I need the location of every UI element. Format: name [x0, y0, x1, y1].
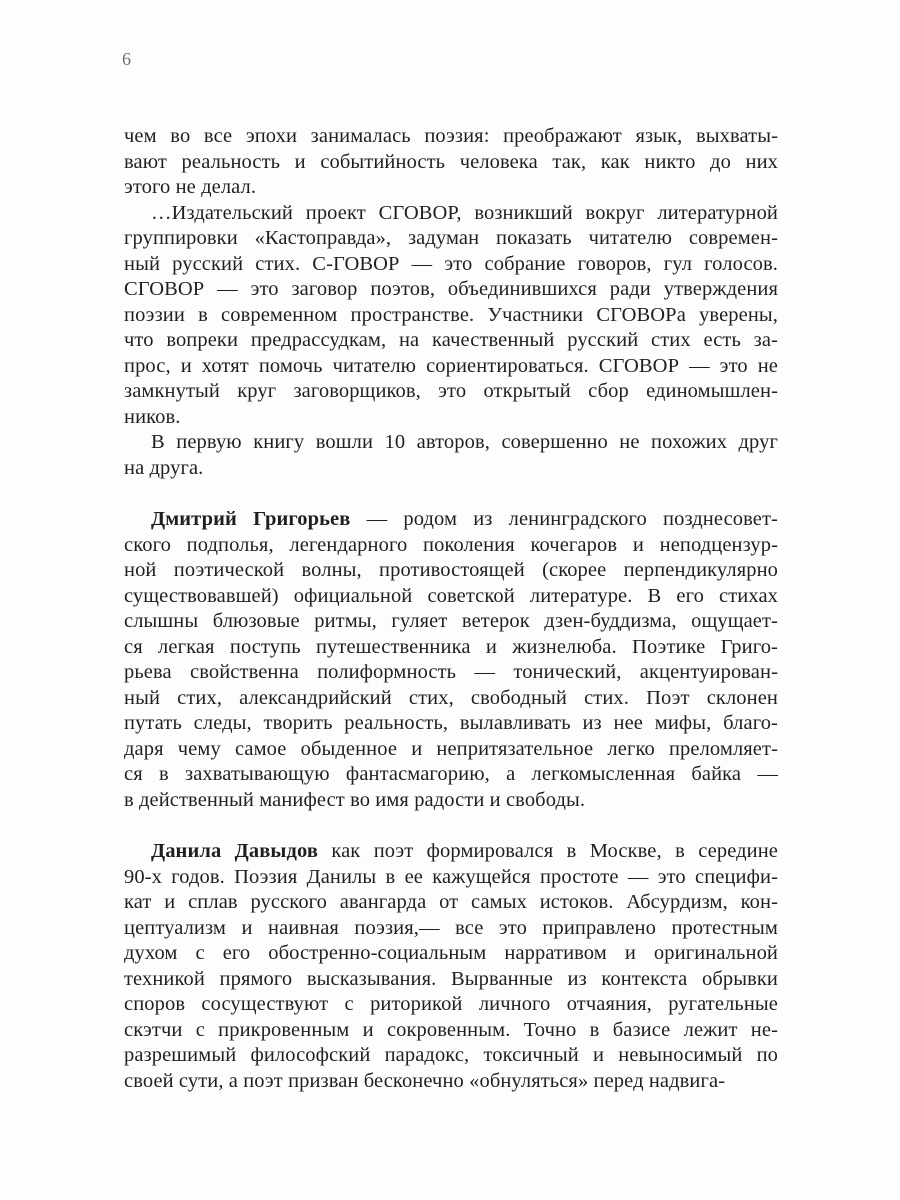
- text-line: В первую книгу вошли 10 авторов, совершенно не похожих друг: [151, 431, 778, 453]
- text-line: СГОВОР — это заговор поэтов, объединившихся ради утверждения: [124, 278, 778, 300]
- paragraph-4: [124, 507, 778, 813]
- text-line: что вопреки предрассудкам, на качественный русский стих есть за-: [124, 329, 778, 351]
- text-line: в действенный манифест во имя радости и свободы.: [124, 788, 586, 811]
- text-line: ского подполья, легендарного поколения кочегаров и неподцензур-: [124, 533, 778, 556]
- text-line: цептуализм и наивная поэзия,— все это приправлено протестным: [124, 916, 778, 939]
- paragraph-2: [124, 201, 778, 431]
- body-text-block: [124, 124, 778, 1094]
- text-line: группировки «Кастоправда», задуман показать читателю современ-: [124, 227, 778, 249]
- text-line: даря чему самое обыденное и непритязательное легко преломляет-: [124, 737, 778, 760]
- text-line: ный русский стих. С-ГОВОР — это собрание говоров, гул голосов.: [124, 252, 778, 275]
- text-line: духом с его обостренно-социальным нарративом и оригинальной: [124, 942, 778, 964]
- text-line: вают реальность и событийность человека так, как никто до них: [124, 150, 778, 173]
- text-line: споров сосуществуют с риторикой личного отчаяния, ругательные: [124, 993, 778, 1015]
- text-line: разрешимый философский парадокс, токсичный и невыносимый по: [124, 1044, 778, 1066]
- text-line: существовавшей) официальной советской литературе. В его стихах: [124, 584, 778, 607]
- paragraph-1: [124, 124, 778, 201]
- text-line: рьева свойственна полиформность — тонический, акцентуирован-: [124, 661, 778, 683]
- page-number: 6: [122, 49, 131, 69]
- text-line: своей сути, а поэт призван бесконечно «обнуляться» перед надвига-: [124, 1069, 726, 1092]
- text-line: ный стих, александрийский стих, свободный стих. Поэт склонен: [124, 686, 778, 709]
- author-name: Дмитрий Григорьев: [151, 508, 351, 530]
- author-name: Данила Давыдов: [151, 840, 318, 862]
- text-line: техникой прямого высказывания. Вырванные из контекста обрывки: [124, 967, 778, 990]
- text-line: …Издательский проект СГОВОР, возникший вокруг литературной: [151, 201, 778, 224]
- text-line: ся в захватывающую фантасмагорию, а легкомысленная байка —: [124, 763, 778, 785]
- text-line: кат и сплав русского авангарда от самых истоков. Абсурдизм, кон-: [124, 891, 778, 913]
- text-line: этого не делал.: [124, 176, 257, 198]
- paragraph-3: [124, 430, 778, 481]
- text-line: замкнутый круг заговорщиков, это открытый сбор единомышлен-: [124, 380, 778, 402]
- text-line: скэтчи с прикровенным и сокровенным. Точно в базисе лежит не-: [124, 1018, 778, 1041]
- text-line: ной поэтической волны, противостоящей (скорее перпендикулярно: [124, 559, 778, 581]
- text-line: Дмитрий Григорьев — родом из ленинградского позднесовет-: [151, 508, 778, 530]
- text-line: Данила Давыдов как поэт формировался в Москве, в середине: [151, 840, 778, 862]
- text-line: ников.: [124, 405, 181, 428]
- text-line: ся легкая поступь путешественника и жизнелюба. Поэтике Григо-: [124, 635, 778, 658]
- text-line: чем во все эпохи занималась поэзия: преображают язык, выхваты-: [124, 125, 778, 147]
- text-line: слышны блюзовые ритмы, гуляет ветерок дзен-буддизма, ощущает-: [124, 610, 778, 632]
- text-line: 90-х годов. Поэзия Данилы в ее кажущейся простоте — это специфи-: [124, 865, 778, 888]
- paragraph-5: [124, 839, 778, 1094]
- text-line: прос, и хотят помочь читателю сориентироваться. СГОВОР — это не: [124, 354, 778, 377]
- text-line: путать следы, творить реальность, вылавливать из нее мифы, благо-: [124, 712, 778, 734]
- text-line: поэзии в современном пространстве. Участники СГОВОРа уверены,: [124, 303, 778, 326]
- text-line: на друга.: [124, 456, 204, 479]
